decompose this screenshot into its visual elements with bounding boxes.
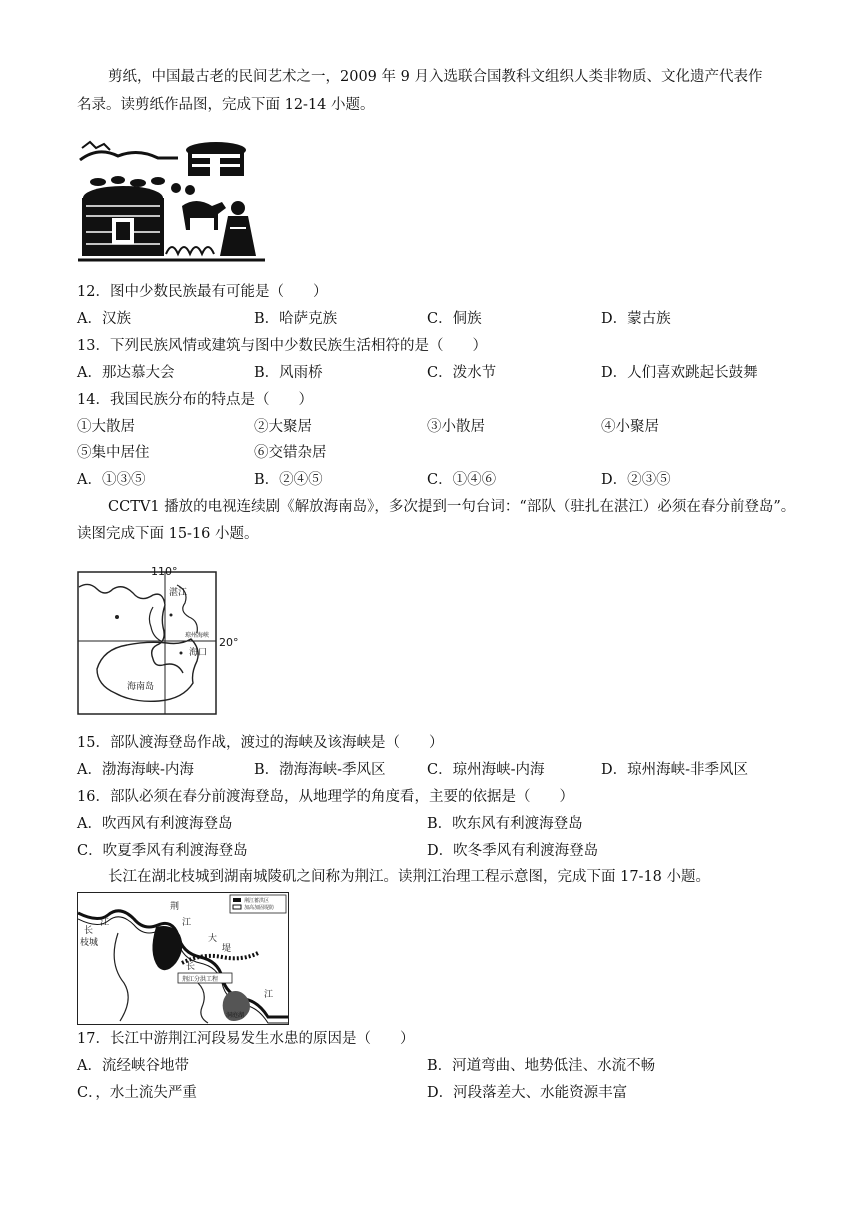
question-14-option-c[interactable]: C．①④⑥ bbox=[427, 472, 497, 488]
map1-latitude-label: 20° bbox=[219, 636, 239, 649]
map2-label-da: 大 bbox=[208, 934, 218, 944]
map2-label-zhicheng: 枝城 bbox=[80, 938, 99, 948]
question-15-stem: 15．部队渡海登岛作战，渡过的海峡及该海峡是（ ） bbox=[77, 735, 444, 751]
question-12-stem: 12．图中少数民族最有可能是（ ） bbox=[77, 284, 328, 300]
map2-label-di: 堤 bbox=[222, 944, 232, 954]
map2-label-jiang2: 江 bbox=[182, 918, 192, 928]
map2-label-chang: 长 bbox=[84, 926, 94, 936]
question-14-item-6: ⑥交错杂居 bbox=[254, 445, 327, 461]
intro2-paragraph-line-2: 读图完成下面 15-16 小题。 bbox=[77, 526, 259, 542]
question-17-option-b[interactable]: B．河道弯曲、地势低洼、水流不畅 bbox=[427, 1058, 656, 1074]
question-14-item-3: ③小散居 bbox=[427, 419, 485, 435]
question-12-option-b[interactable]: B．哈萨克族 bbox=[254, 311, 338, 327]
question-12-option-c[interactable]: C．侗族 bbox=[427, 311, 482, 327]
question-15-option-d[interactable]: D．琼州海峡-非季风区 bbox=[601, 762, 749, 778]
question-13-option-b[interactable]: B．风雨桥 bbox=[254, 365, 323, 381]
map1-zhanjiang-label: 湛江 bbox=[169, 588, 188, 598]
intro-paragraph-line-1: 剪纸，中国最古老的民间艺术之一，2009 年 9 月入选联合国教科文组织人类非物质、文化遗产代表作 bbox=[108, 69, 763, 85]
question-16-option-c[interactable]: C．吹夏季风有利渡海登岛 bbox=[77, 843, 248, 859]
question-15-option-a[interactable]: A．渤海海峡-内海 bbox=[77, 762, 194, 778]
question-17-option-d[interactable]: D．河段落差大、水能资源丰富 bbox=[427, 1085, 628, 1101]
intro3-paragraph-line-1: 长江在湖北枝城到湖南城陵矶之间称为荆江。读荆江治理工程示意图，完成下面 17-18 小题。 bbox=[108, 869, 711, 885]
question-17-option-a[interactable]: A．流经峡谷地带 bbox=[77, 1058, 189, 1074]
question-17-stem: 17．长江中游荆江河段易发生水患的原因是（ ） bbox=[77, 1031, 415, 1047]
map2-legend-storage: 荆江蓄洪区 bbox=[244, 898, 270, 904]
question-17-option-c[interactable]: C．，水土流失严重 bbox=[77, 1085, 197, 1101]
map1-haikou-label: 海口 bbox=[189, 648, 208, 658]
question-13-stem: 13．下列民族风情或建筑与图中少数民族生活相符的是（ ） bbox=[77, 338, 487, 354]
question-16-option-b[interactable]: B．吹东风有利渡海登岛 bbox=[427, 816, 583, 832]
hainan-map bbox=[77, 565, 240, 716]
question-15-option-b[interactable]: B．渤海海峡-季风区 bbox=[254, 762, 386, 778]
question-12-option-a[interactable]: A．汉族 bbox=[77, 311, 131, 327]
question-14-item-5: ⑤集中居住 bbox=[77, 445, 150, 461]
question-14-option-b[interactable]: B．②④⑤ bbox=[254, 472, 323, 488]
map2-label-jiang3: 江 bbox=[264, 990, 274, 1000]
question-14-option-d[interactable]: D．②③⑤ bbox=[601, 472, 671, 488]
question-12-option-d[interactable]: D．蒙古族 bbox=[601, 311, 671, 327]
question-13-option-d[interactable]: D．人们喜欢跳起长鼓舞 bbox=[601, 365, 758, 381]
question-15-option-c[interactable]: C．琼州海峡-内海 bbox=[427, 762, 545, 778]
question-16-stem: 16．部队必须在春分前渡海登岛，从地理学的角度看，主要的依据是（ ） bbox=[77, 789, 574, 805]
map2-label-chang2: 长 bbox=[186, 962, 196, 972]
question-14-option-a[interactable]: A．①③⑤ bbox=[77, 472, 146, 488]
map2-project-label: 荆江分洪工程 bbox=[182, 976, 219, 983]
map1-longitude-label: 110° bbox=[151, 565, 178, 578]
question-16-option-a[interactable]: A．吹西风有利渡海登岛 bbox=[77, 816, 233, 832]
question-13-option-a[interactable]: A．那达慕大会 bbox=[77, 365, 175, 381]
intro2-paragraph-line-1: CCTV1 播放的电视连续剧《解放海南岛》，多次提到一句台词：“部队（驻扎在湛江）必须在春分前登岛”。 bbox=[108, 499, 796, 515]
paper-cut-figure bbox=[78, 136, 265, 264]
map2-label-jing: 荆 bbox=[170, 902, 180, 912]
question-13-option-c[interactable]: C．泼水节 bbox=[427, 365, 497, 381]
question-14-item-1: ①大散居 bbox=[77, 419, 135, 435]
map2-legend-dyke: 加高加固堤防 bbox=[244, 905, 275, 911]
question-14-item-4: ④小聚居 bbox=[601, 419, 659, 435]
question-14-item-2: ②大聚居 bbox=[254, 419, 312, 435]
map2-label-jiang: 江 bbox=[100, 918, 110, 928]
map1-qiongzhou-label: 琼州海峡 bbox=[185, 632, 210, 639]
question-14-stem: 14．我国民族分布的特点是（ ） bbox=[77, 392, 313, 408]
map2-label-dongting: 洞庭湖 bbox=[226, 1012, 245, 1019]
map1-hainan-label: 海南岛 bbox=[127, 682, 155, 692]
question-16-option-d[interactable]: D．吹冬季风有利渡海登岛 bbox=[427, 843, 599, 859]
jingjiang-map bbox=[77, 892, 289, 1025]
intro-paragraph-line-2: 名录。读剪纸作品图，完成下面 12-14 小题。 bbox=[77, 97, 375, 113]
